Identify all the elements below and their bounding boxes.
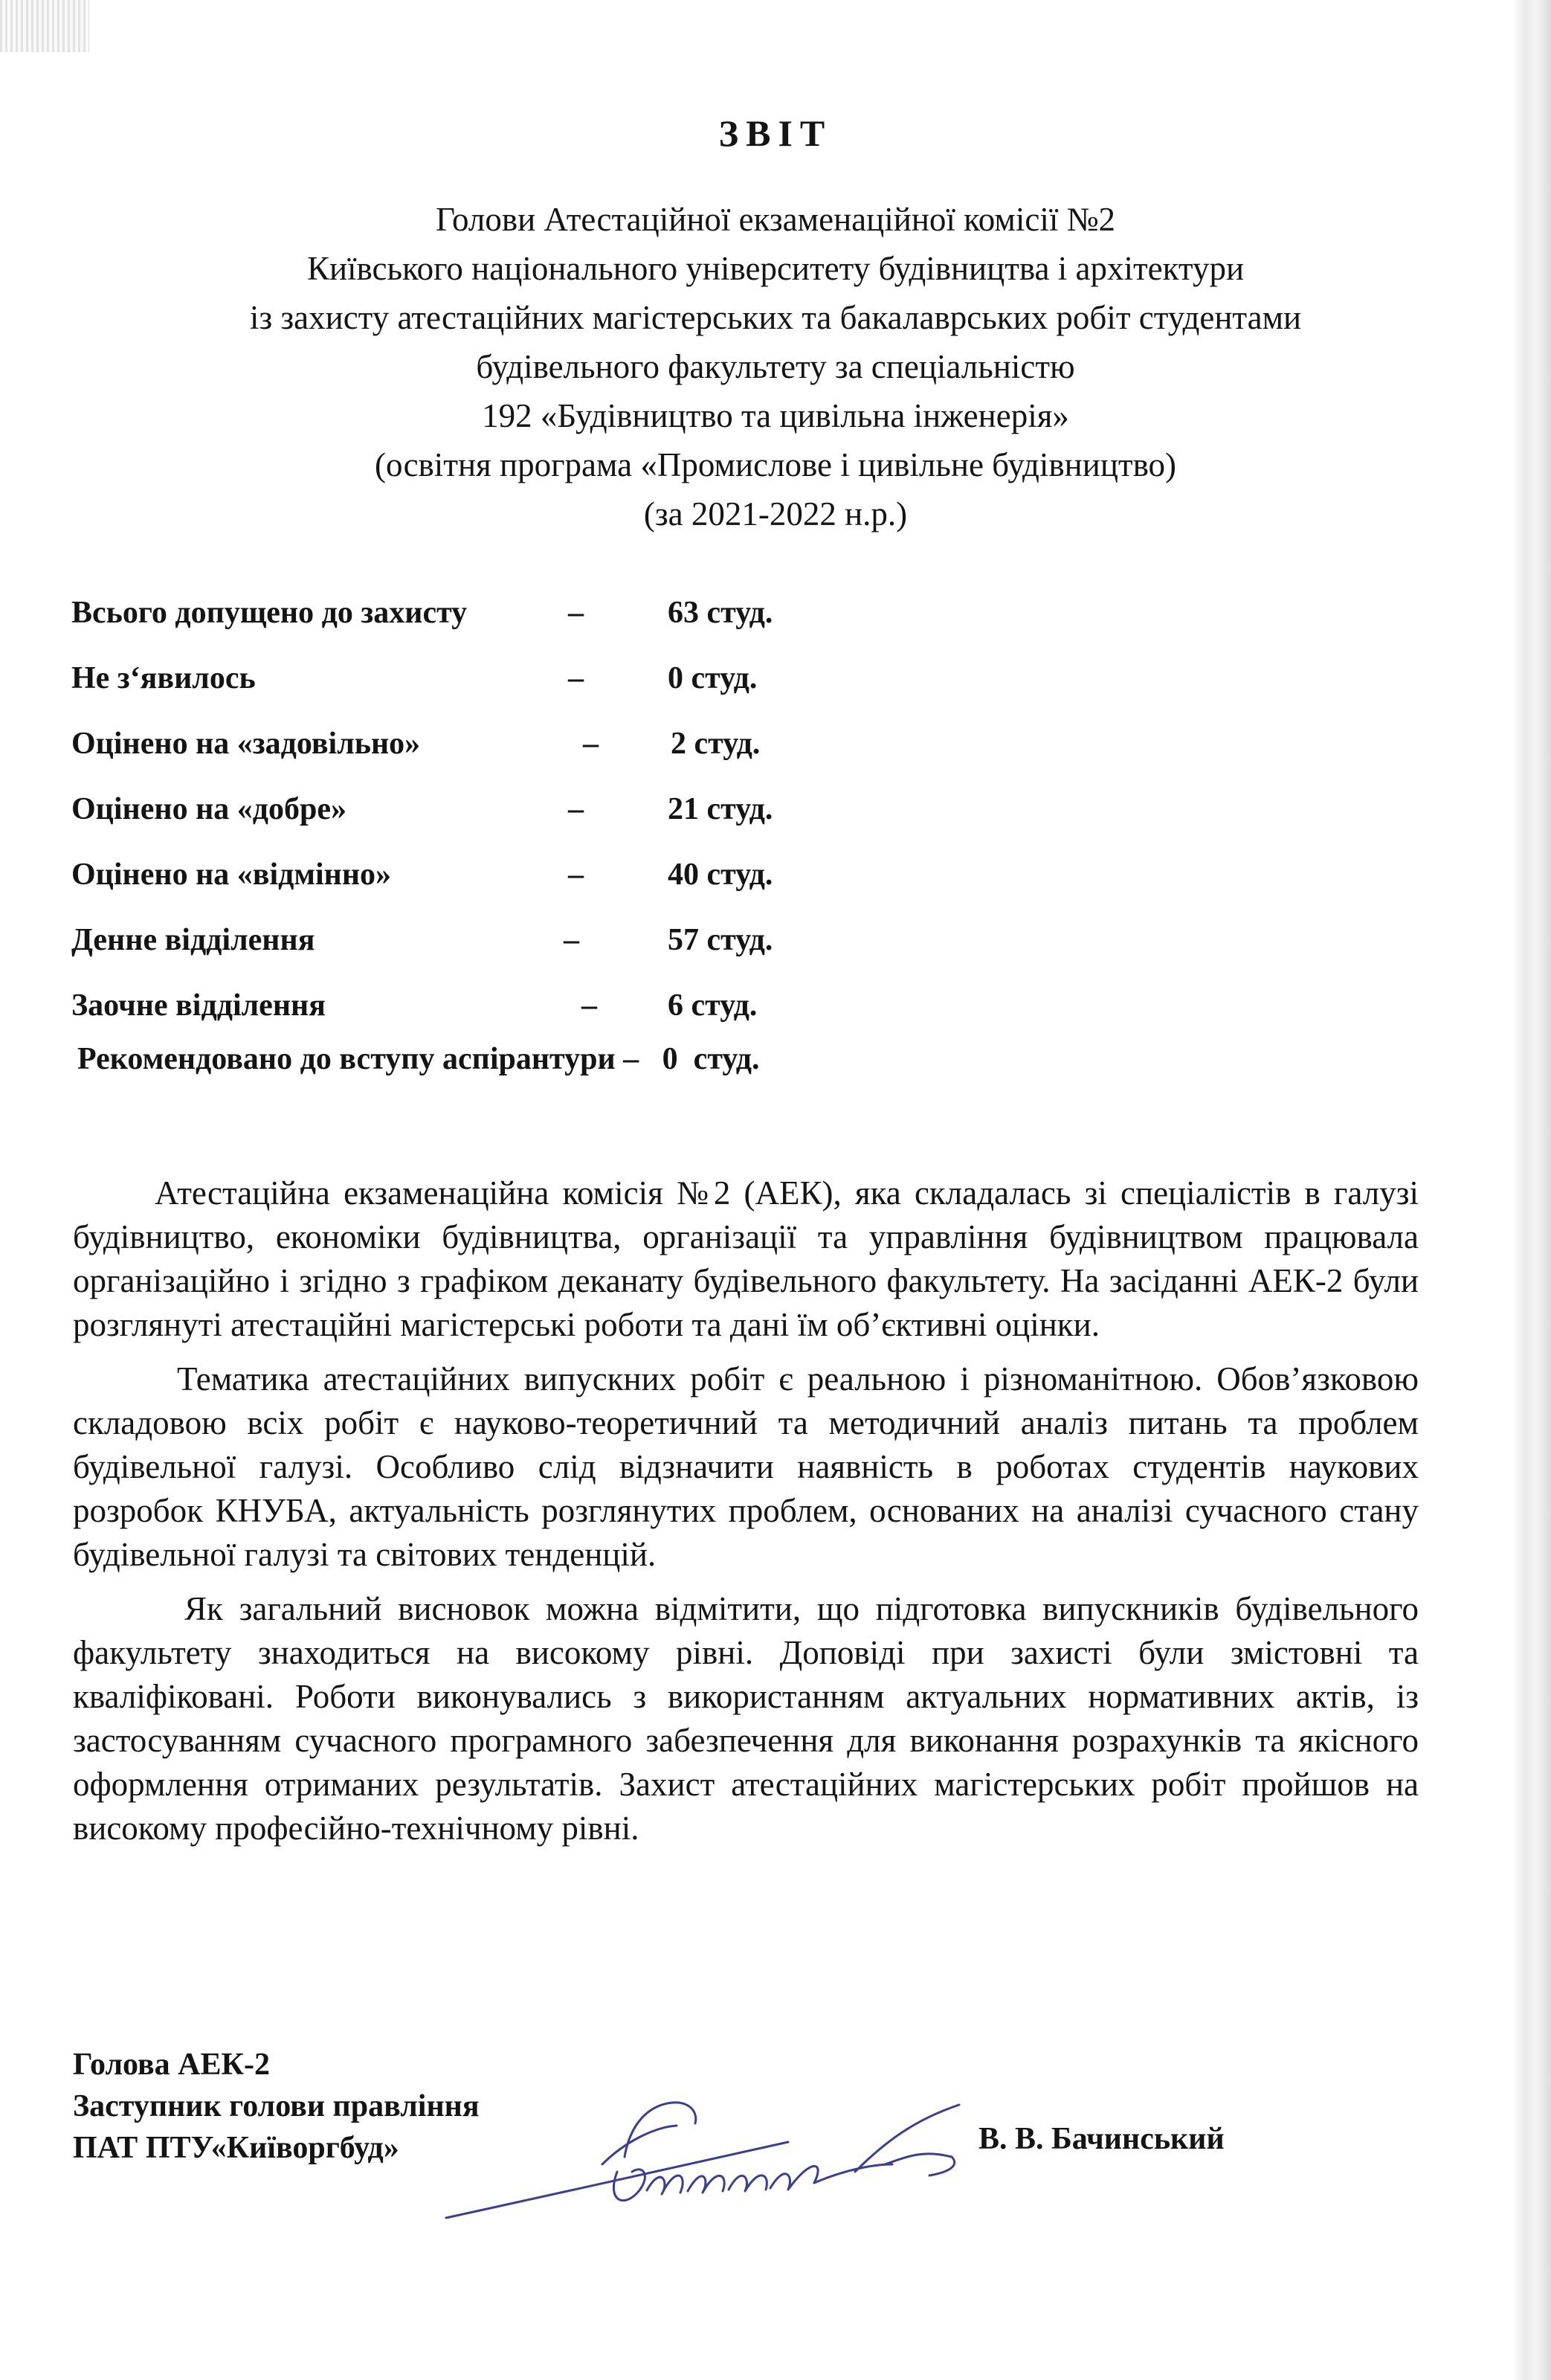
recommended-row bbox=[71, 1041, 760, 1086]
stat-label: Оцінено на «задовільно» bbox=[71, 727, 421, 761]
paragraph: Атестаційна екзаменаційна комісія №2 (АЕК), яка складалась зі спеціалістів в галузі будівництво, економіки будівництва, організації та управління будівництвом працювала організаційно і згідно з графіком деканату будівельного факультету. На засіданні АЕК-2 були розглянуті атестаційні магістерські роботи та дані їм об’єктивні оцінки. bbox=[73, 1174, 1419, 1343]
stat-row bbox=[71, 595, 773, 660]
stat-label: Оцінено на «відмінно» bbox=[71, 858, 392, 892]
stat-value: 21 студ. bbox=[668, 792, 773, 826]
subtitle-line: (за 2021-2022 н.р.) bbox=[643, 495, 908, 533]
stat-row bbox=[71, 726, 760, 791]
stat-dash: – bbox=[568, 858, 584, 892]
document-subtitle bbox=[0, 195, 1551, 538]
signature-strokes bbox=[446, 2103, 959, 2218]
report-body bbox=[73, 1171, 1419, 1861]
stat-row bbox=[71, 922, 773, 988]
paragraph: Як загальний висновок можна відмітити, що підготовка випускників будівельного факультету знаходиться на високому рівні. Доповіді при захисті були змістовні та кваліфіковані. Роботи виконувались з використанням актуальних нормативних актів, із застосуванням сучасного програмного забезпечення для виконання розрахунків та якісного оформлення отриманих результатів. Захист атестаційних магістерських робіт пройшов на високому професійно-технічному рівні. bbox=[73, 1590, 1419, 1847]
stat-dash: – bbox=[564, 923, 579, 957]
signatory-title: Заступник голови правління bbox=[73, 2089, 480, 2123]
stat-value: 57 студ. bbox=[668, 923, 773, 957]
subtitle-line: 192 «Будівництво та цивільна інженерія» bbox=[482, 397, 1069, 434]
statistics-list bbox=[71, 595, 773, 1086]
paragraph: Тематика атестаційних випускних робіт є реальною і різноманітною. Обов’язковою складовою всіх робіт є науково-теоретичний та методичний аналіз питань та проблем будівельної галузі. Особливо слід відзначити наявність в роботах студентів наукових розробок КНУБА, актуальність розглянутих проблем, основаних на аналізі сучасного стану будівельної галузі та світових тенденцій. bbox=[73, 1360, 1419, 1573]
stat-value: 6 студ. bbox=[668, 988, 758, 1023]
stat-dash: – bbox=[581, 988, 597, 1023]
recommended-text: Рекомендовано до вступу аспірантури – 0 студ. bbox=[77, 1042, 760, 1076]
stat-dash: – bbox=[568, 661, 584, 695]
subtitle-line: Голови Атестаційної екзаменаційної комісії №2 bbox=[435, 201, 1116, 238]
stat-value: 2 студ. bbox=[671, 727, 761, 761]
stat-value: 40 студ. bbox=[668, 858, 773, 892]
stat-dash: – bbox=[568, 792, 584, 826]
scan-edge-marks bbox=[0, 0, 89, 52]
stat-value: 0 студ. bbox=[668, 661, 758, 695]
signatory-title: Голова АЕК-2 bbox=[73, 2048, 270, 2082]
stat-dash: – bbox=[568, 596, 584, 630]
subtitle-line: будівельного факультету за спеціальністю bbox=[476, 348, 1075, 385]
stat-dash: – bbox=[583, 727, 599, 761]
subtitle-line: (освітня програма «Промислове і цивільне будівництво) bbox=[374, 446, 1177, 483]
document-title: ЗВІТ bbox=[718, 112, 833, 154]
signatory-block bbox=[73, 2044, 480, 2169]
stat-label: Денне відділення bbox=[71, 923, 315, 957]
handwritten-signature bbox=[439, 2053, 974, 2224]
stat-label: Оцінено на «добре» bbox=[71, 792, 347, 826]
subtitle-line: із захисту атестаційних магістерських та бакалаврських робіт студентами bbox=[249, 299, 1302, 336]
signer-name: В. В. Бачинський bbox=[978, 2122, 1225, 2156]
stat-row bbox=[71, 988, 760, 1041]
stat-label: Заочне відділення bbox=[71, 988, 326, 1023]
stat-row bbox=[71, 857, 773, 922]
stat-label: Не з‘явилось bbox=[71, 661, 256, 695]
subtitle-line: Київського національного університету будівництва і архітектури bbox=[306, 250, 1245, 287]
signatory-organization: ПАТ ПТУ«Київоргбуд» bbox=[73, 2131, 399, 2165]
stat-value: 63 студ. bbox=[668, 596, 773, 630]
stat-label: Всього допущено до захисту bbox=[71, 596, 468, 630]
stat-row bbox=[71, 791, 773, 857]
stat-row bbox=[71, 660, 760, 726]
